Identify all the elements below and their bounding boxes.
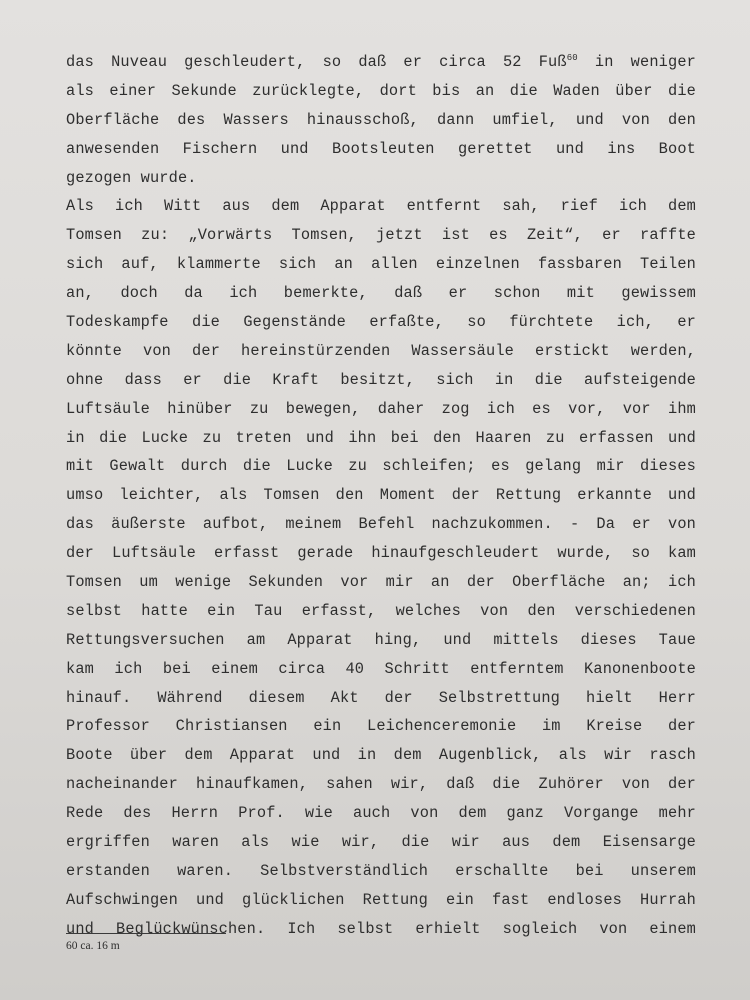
footnote-rule bbox=[66, 933, 226, 934]
text-line: der Luftsäule erfasst gerade hinaufgeschleudert wurde, so kam bbox=[66, 544, 696, 563]
text-segment: in weniger bbox=[577, 53, 696, 71]
text-line: kam ich bei einem circa 40 Schritt entferntem Kanonenboote bbox=[66, 659, 696, 678]
text-line: selbst hatte ein Tau erfasst, welches von den verschiedenen bbox=[66, 601, 696, 620]
text-line: Todeskampfe die Gegenstände erfaßte, so fürchtete ich, er bbox=[66, 313, 696, 332]
text-line: das äußerste aufbot, meinem Befehl nachzukommen. - Da er von bbox=[66, 515, 696, 534]
text-line: sich auf, klammerte sich an allen einzelnen fassbaren Teilen bbox=[66, 255, 696, 274]
text-line: Luftsäule hinüber zu bewegen, daher zog ich es vor, vor ihm bbox=[66, 399, 696, 418]
text-line: umso leichter, als Tomsen den Moment der Rettung erkannte und bbox=[66, 486, 696, 505]
text-line: als einer Sekunde zurücklegte, dort bis an die Waden über die bbox=[66, 81, 696, 100]
text-line: Boote über dem Apparat und in dem Augenblick, als wir rasch bbox=[66, 746, 696, 765]
text-line: Tomsen zu: „Vorwärts Tomsen, jetzt ist es Zeit“, er raffte bbox=[66, 226, 696, 245]
text-line: Rettungsversuchen am Apparat hing, und mittels dieses Taue bbox=[66, 630, 696, 649]
text-line bbox=[66, 48, 696, 77]
footnote-reference: 60 bbox=[566, 53, 578, 63]
text-line: Oberfläche des Wassers hinausschoß, dann umfiel, und von den bbox=[66, 110, 696, 129]
text-line: ergriffen waren als wie wir, die wir aus dem Eisensarge bbox=[66, 833, 696, 852]
text-line: und Beglückwünschen. Ich selbst erhielt sogleich von einem bbox=[66, 919, 696, 938]
footnote: 60 ca. 16 m bbox=[66, 940, 120, 952]
text-line: mit Gewalt durch die Lucke zu schleifen; es gelang mir dieses bbox=[66, 457, 696, 476]
text-line: ohne dass er die Kraft besitzt, sich in die aufsteigende bbox=[66, 370, 696, 389]
text-line: in die Lucke zu treten und ihn bei den Haaren zu erfassen und bbox=[66, 428, 696, 447]
text-line: an, doch da ich bemerkte, daß er schon mit gewissem bbox=[66, 284, 696, 303]
text-segment: das Nuveau geschleudert, so daß er circa 52 Fuß bbox=[66, 53, 567, 71]
body-text bbox=[66, 48, 696, 944]
text-line: erstanden waren. Selbstverständlich erschallte bei unserem bbox=[66, 861, 696, 880]
text-line: Aufschwingen und glücklichen Rettung ein fast endloses Hurrah bbox=[66, 890, 696, 909]
text-line: könnte von der hereinstürzenden Wassersäule erstickt werden, bbox=[66, 341, 696, 360]
text-line: hinauf. Während diesem Akt der Selbstrettung hielt Herr bbox=[66, 688, 696, 707]
text-line: anwesenden Fischern und Bootsleuten gerettet und ins Boot bbox=[66, 139, 696, 158]
text-line: Professor Christiansen ein Leichenceremonie im Kreise der bbox=[66, 717, 696, 736]
text-line: gezogen wurde. bbox=[66, 168, 197, 187]
text-line: Als ich Witt aus dem Apparat entfernt sah, rief ich dem bbox=[66, 197, 696, 216]
text-line: Tomsen um wenige Sekunden vor mir an der Oberfläche an; ich bbox=[66, 573, 696, 592]
text-line: Rede des Herrn Prof. wie auch von dem ganz Vorgange mehr bbox=[66, 804, 696, 823]
text-line: nacheinander hinaufkamen, sahen wir, daß die Zuhörer von der bbox=[66, 775, 696, 794]
